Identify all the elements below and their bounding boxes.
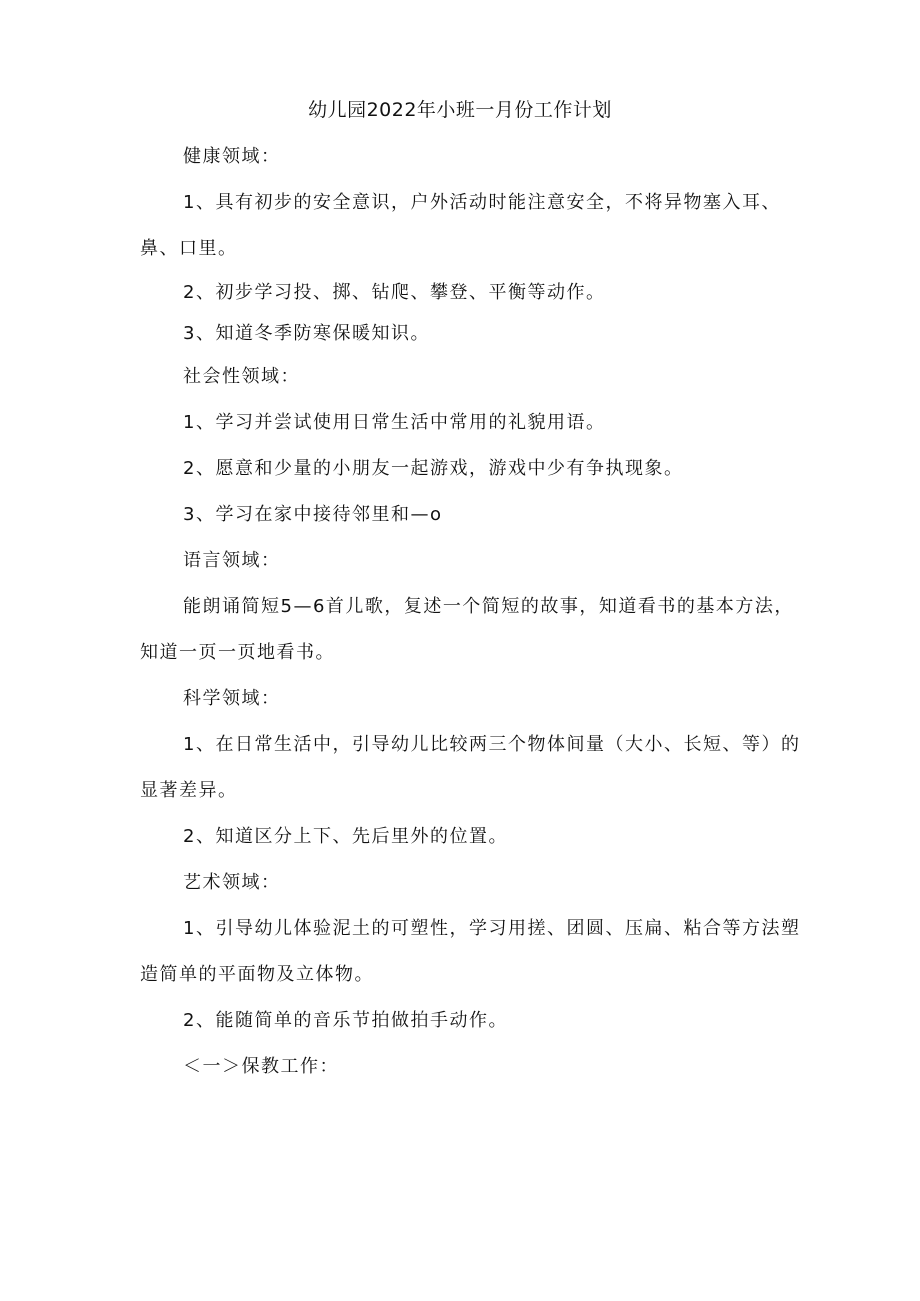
section-heading-art: 艺术领域：	[183, 872, 281, 893]
paragraph-science-2: 2、知道区分上下、先后里外的位置。	[183, 826, 508, 847]
document-title: 幼儿园2022年小班一月份工作计划	[308, 99, 612, 121]
document-body	[140, 134, 810, 1090]
paragraph-art-2: 2、能随简单的音乐节拍做拍手动作。	[183, 1010, 508, 1031]
section-heading-social: 社会性领域：	[183, 366, 300, 387]
paragraph-science-1: 1、在日常生活中，引导幼儿比较两三个物体间量（大小、长短、等）的显著差异。	[140, 734, 801, 801]
paragraph-social-1: 1、学习并尝试使用日常生活中常用的礼貌用语。	[183, 412, 606, 433]
paragraph-health-3: 3、知道冬季防寒保暖知识。	[183, 323, 430, 344]
section-heading-care-work: ＜一＞保教工作：	[183, 1056, 339, 1077]
paragraph-art-1: 1、引导幼儿体验泥土的可塑性，学习用搓、团圆、压扁、粘合等方法塑造简单的平面物及立体物。	[140, 918, 801, 985]
paragraph-language-1: 能朗诵简短5—6首儿歌，复述一个简短的故事，知道看书的基本方法，知道一页一页地看书。	[140, 596, 794, 663]
section-heading-language: 语言领域：	[183, 550, 281, 571]
paragraph-health-2: 2、初步学习投、掷、钻爬、攀登、平衡等动作。	[183, 282, 606, 303]
section-heading-science: 科学领域：	[183, 688, 281, 709]
paragraph-health-1: 1、具有初步的安全意识，户外活动时能注意安全，不将异物塞入耳、鼻、口里。	[140, 192, 781, 259]
paragraph-social-3: 3、学习在家中接待邻里和—o	[183, 504, 443, 525]
section-heading-health: 健康领域：	[183, 146, 281, 167]
paragraph-social-2: 2、愿意和少量的小朋友一起游戏，游戏中少有争执现象。	[183, 458, 684, 479]
